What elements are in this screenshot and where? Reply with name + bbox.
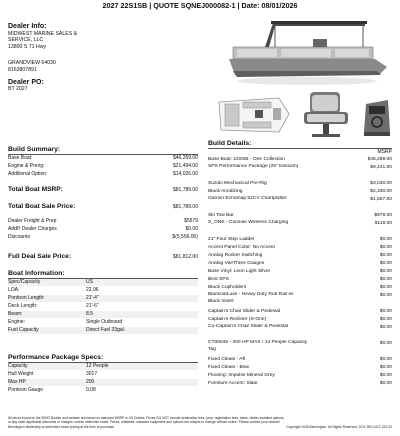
- table-row: Pontoon Length: 21'-4": [8, 295, 198, 302]
- detail-price: $0.00: [379, 317, 392, 322]
- helm-seat-image: [296, 86, 358, 140]
- table-row: Pontoon Gauge 0.08: [8, 387, 96, 393]
- detail-price: $0.00: [379, 245, 392, 250]
- detail-label: Furniture Accent: Slate: [208, 381, 258, 386]
- total-sale-label: Total Boat Sale Price:: [8, 203, 76, 210]
- build-summary-title: Build Summary:: [8, 146, 61, 153]
- summary-row: Additional Option: $14,026.00: [8, 171, 198, 177]
- detail-price: $0.00: [379, 253, 392, 258]
- detail-price: $2,330.00: [370, 189, 392, 194]
- detail-price: $9,441.00: [370, 165, 392, 170]
- performance-title: Performance Package Specs:: [8, 354, 104, 361]
- charge-row: Dealer Freight & Prep $5579: [8, 218, 198, 224]
- dealer-phone: 8163807891: [8, 66, 37, 73]
- detail-price: $0.00: [379, 381, 392, 386]
- table-row: Deck Length: 21'-6": [8, 303, 99, 309]
- total-sale-value: $81,789.00: [172, 204, 198, 210]
- detail-label: Fixed Cleats - Aft: [208, 357, 246, 362]
- dealer-po-value: BT 2027: [8, 86, 28, 93]
- boat-side-image: [215, 17, 395, 89]
- legal-footer: [8, 416, 392, 429]
- boat-info-title: Boat Information:: [8, 270, 65, 277]
- table-row: Hull Weight 3017: [8, 371, 98, 377]
- build-details-title: Build Details:: [208, 140, 252, 147]
- dealer-charges: [8, 218, 198, 242]
- detail-label: Suzuki Mechanical Pre-Rig: [208, 181, 267, 186]
- summary-row: Base Boat: $46,269.00: [8, 155, 198, 161]
- detail-label: CT00046 - 200 HP MAX / 12 People Capacity Tag: [208, 340, 308, 352]
- console-image: [360, 96, 394, 138]
- dealer-name-line1: MIDWEST MARINE SALES &: [8, 31, 78, 37]
- detail-label: Black Anodizing: [208, 189, 243, 194]
- detail-label: Best SPS: [208, 277, 229, 282]
- detail-label: Fixed Cleats - Bow: [208, 365, 250, 370]
- deck-layout-image: [213, 92, 293, 138]
- detail-price: $3,030.00: [370, 181, 392, 186]
- detail-price: $0.00: [379, 269, 392, 274]
- charge-row: Discounts $(5,556.00): [8, 234, 198, 240]
- detail-price: $0.00: [379, 357, 392, 362]
- detail-label: Base Vinyl: Leon Light Silver: [208, 269, 271, 274]
- detail-label: Black Cupholders: [208, 285, 247, 290]
- dealer-address: 13800 S 71 Hwy: [8, 43, 47, 50]
- detail-price: $0.00: [379, 365, 392, 370]
- summary-row: Engine & Prerig: $21,494.00: [8, 163, 198, 169]
- boat-info-table: [8, 279, 198, 339]
- detail-price: $0.00: [379, 277, 392, 282]
- footer-line: or any other applicable discounts or charges, unless otherwise noted. Prices, materials, standard equipment and options are subject to change without notice. Please contact your nearest: [8, 420, 280, 425]
- detail-price: $0.00: [379, 325, 392, 330]
- detail-price: $1,557.00: [370, 197, 392, 202]
- footer-line-last: [8, 425, 392, 429]
- footer-line: Bennington dealership to determine exact pricing at the time of purchase.: [8, 424, 115, 429]
- detail-price: $0.00: [379, 309, 392, 314]
- dealer-po-label: Dealer PO:: [8, 79, 44, 87]
- detail-label: Analog VeeThree Gauges: [208, 261, 265, 266]
- table-header: Spec/Capacity US: [8, 279, 198, 286]
- dealer-name-line2: SERVICE, LLC: [8, 37, 44, 44]
- build-summary-rows: [8, 155, 198, 179]
- detail-label: SPS Performance Package (25" transom): [208, 164, 299, 169]
- table-row: Fuel Capacity Direct Fuel 33gal.: [8, 327, 198, 334]
- quote-header: 2027 22S1SB | QUOTE SQNEJ000082-1 | Date: 08/01/2026: [102, 1, 298, 10]
- detail-label: Captain's Chair Slider & Pedestal: [208, 309, 281, 314]
- footer-line: All prices found on the BOAT Builder and website are based on standard MSRP in US Dollars. Prices DO NOT include destination fees, prep, registration fees, taxes, dealer installed options,: [8, 416, 285, 420]
- detail-label: 21" Four Step Ladder: [208, 237, 255, 242]
- detail-price: $0.00: [379, 293, 392, 298]
- detail-label: S_ONE - Console Wireless Charging: [208, 220, 289, 225]
- detail-price: $0.00: [379, 237, 392, 242]
- detail-label: Garmin Echomap 52CV Chartplotter: [208, 196, 287, 201]
- table-row: Engine: Single Outboard: [8, 319, 123, 325]
- dealer-info-label: Dealer Info:: [8, 23, 47, 30]
- detail-label: Base Boat: 22SSB - One Collection: [208, 157, 285, 162]
- table-row: Beam: 8.5: [8, 311, 198, 318]
- table-row: LOA: 22.96: [8, 287, 99, 293]
- full-sale-label: Full Deal Sale Price:: [8, 253, 72, 260]
- detail-label: Analog Rocker Switching: [208, 253, 263, 258]
- detail-price: $0.00: [379, 261, 392, 266]
- detail-price: $0.00: [379, 285, 392, 290]
- charge-row: Addt'l Dealer Charges $0.00: [8, 226, 198, 232]
- msrp-column-header: MSRP: [377, 149, 392, 155]
- detail-price: $979.00: [374, 213, 392, 218]
- total-msrp-value: $81,789.00: [172, 187, 198, 193]
- copyright-text: Copyright 2026 Bennington. All Rights Reserved. DOC REV-LEZ-222-02: [286, 424, 392, 429]
- dealer-info: [8, 23, 158, 92]
- detail-label: Accent Panel Color: No Accent: [208, 245, 275, 250]
- detail-price: $46,269.00: [367, 157, 392, 162]
- detail-price: $0.00: [379, 341, 392, 346]
- detail-price: $0.00: [379, 373, 392, 378]
- detail-label: Co-Captain's Chair Slider & Pedestal: [208, 324, 289, 329]
- build-summary: [8, 146, 198, 153]
- total-msrp-label: Total Boat MSRP:: [8, 186, 63, 193]
- performance-table: [8, 363, 198, 397]
- full-sale-value: $81,812.00: [172, 254, 198, 260]
- table-row: Capacity 12 People: [8, 363, 198, 370]
- build-details-table: [208, 156, 392, 412]
- detail-price: $119.00: [374, 221, 392, 226]
- detail-label: Flooring: Impulse Mineral Grey: [208, 373, 275, 378]
- detail-label: BlackoutLuxe - Heavy Duty Rub Rail w/ Black Insert: [208, 292, 294, 304]
- table-row: Max HP 200: [8, 379, 198, 386]
- dealer-city: GRANDVIEW 64030: [8, 60, 56, 67]
- detail-label: Ski Tow Bar: [208, 213, 234, 218]
- detail-label: Captain's Recliner (S-One): [208, 317, 267, 322]
